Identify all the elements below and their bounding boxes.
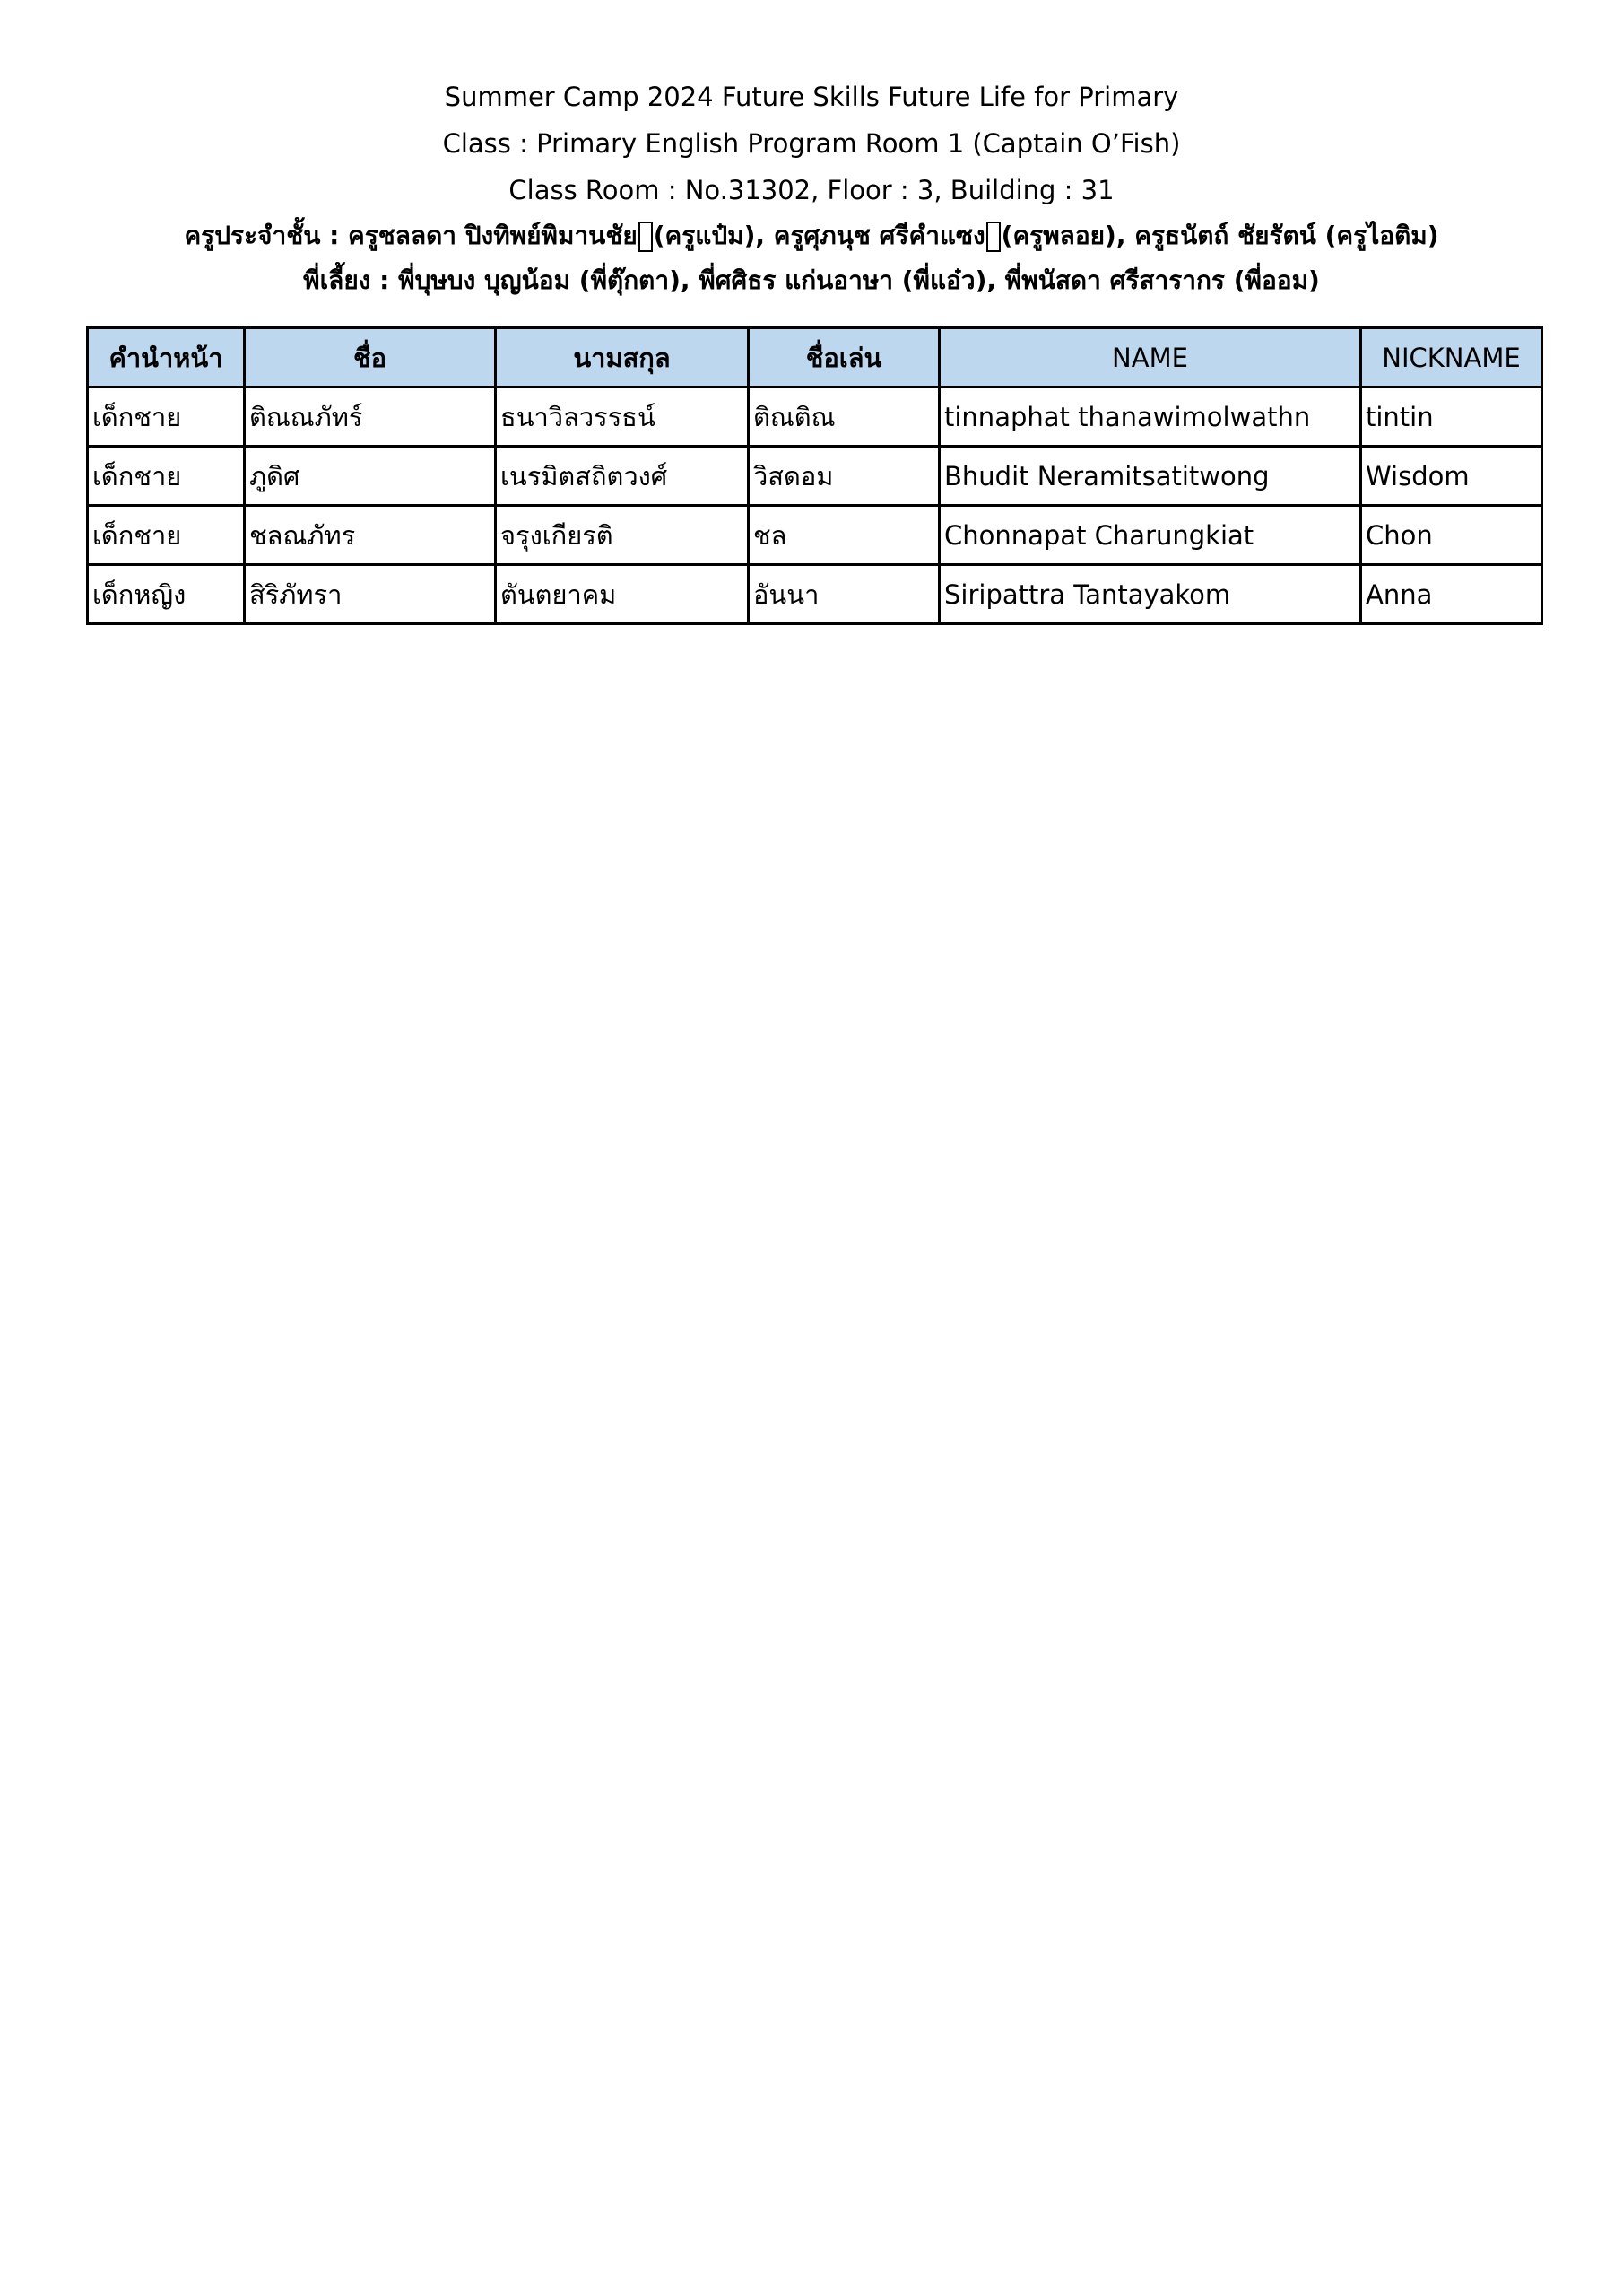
cell-nickname: Chon: [1361, 506, 1542, 565]
column-header-prefix: คำนำหน้า: [88, 328, 245, 387]
class-line: Class : Primary English Program Room 1 (Captain O’Fish): [442, 128, 1181, 159]
table-row: [88, 387, 1542, 447]
cell-last-name: เนรมิตสถิตวงศ์: [496, 447, 749, 506]
cell-name: Siripattra Tantayakom: [940, 565, 1361, 624]
column-header-first-name: ชื่อ: [245, 328, 496, 387]
cell-name: Bhudit Neramitsatitwong: [940, 447, 1361, 506]
cell-prefix: เด็กหญิง: [88, 565, 245, 624]
teachers-text-part2: (ครูแป๋ม), ครูศุภนุช ศรีคำแซง: [653, 221, 985, 250]
table-header-row: [88, 328, 1542, 387]
teachers-text-part1: ครูประจำชั้น : ครูชลลดา ปิงทิพย์พิมานชัย: [184, 221, 638, 250]
column-header-last-name: นามสกุล: [496, 328, 749, 387]
document-title: Summer Camp 2024 Future Skills Future Life for Primary: [444, 82, 1179, 112]
homeroom-teachers-line: [0, 213, 1623, 258]
document-header: [0, 74, 1623, 303]
cell-nickname-thai: วิสดอม: [749, 447, 940, 506]
cell-first-name: ภูดิศ: [245, 447, 496, 506]
cell-last-name: ตันตยาคม: [496, 565, 749, 624]
mentors-line: พี่เลี้ยง : พี่บุษบง บุญน้อม (พี่ตุ๊กตา), พี่ศศิธร แก่นอาษา (พี่แอ๋ว), พี่พนัสดา ศรีสารากร (พี่ออม): [303, 265, 1320, 295]
student-roster-table: [86, 326, 1543, 625]
column-header-name: NAME: [940, 328, 1361, 387]
cell-nickname: Anna: [1361, 565, 1542, 624]
cell-first-name: สิริภัทรา: [245, 565, 496, 624]
cell-nickname: tintin: [1361, 387, 1542, 447]
cell-first-name: ชลณภัทร: [245, 506, 496, 565]
classroom-line: Class Room : No.31302, Floor : 3, Building : 31: [508, 175, 1115, 205]
table-row: [88, 506, 1542, 565]
missing-glyph-box: [638, 222, 653, 252]
cell-last-name: ธนาวิลวรรธน์: [496, 387, 749, 447]
cell-nickname-thai: อันนา: [749, 565, 940, 624]
teachers-text-part3: (ครูพลอย), ครูธนัตถ์ ชัยรัตน์ (ครูไอติม): [1001, 221, 1439, 250]
cell-name: tinnaphat thanawimolwathn: [940, 387, 1361, 447]
cell-name: Chonnapat Charungkiat: [940, 506, 1361, 565]
table-row: [88, 565, 1542, 624]
column-header-nickname: NICKNAME: [1361, 328, 1542, 387]
cell-prefix: เด็กชาย: [88, 387, 245, 447]
cell-nickname: Wisdom: [1361, 447, 1542, 506]
cell-prefix: เด็กชาย: [88, 447, 245, 506]
cell-nickname-thai: ชล: [749, 506, 940, 565]
cell-nickname-thai: ติณติณ: [749, 387, 940, 447]
cell-prefix: เด็กชาย: [88, 506, 245, 565]
cell-first-name: ติณณภัทร์: [245, 387, 496, 447]
column-header-nickname-thai: ชื่อเล่น: [749, 328, 940, 387]
cell-last-name: จรุงเกียรติ: [496, 506, 749, 565]
missing-glyph-box: [986, 222, 1001, 252]
table-row: [88, 447, 1542, 506]
